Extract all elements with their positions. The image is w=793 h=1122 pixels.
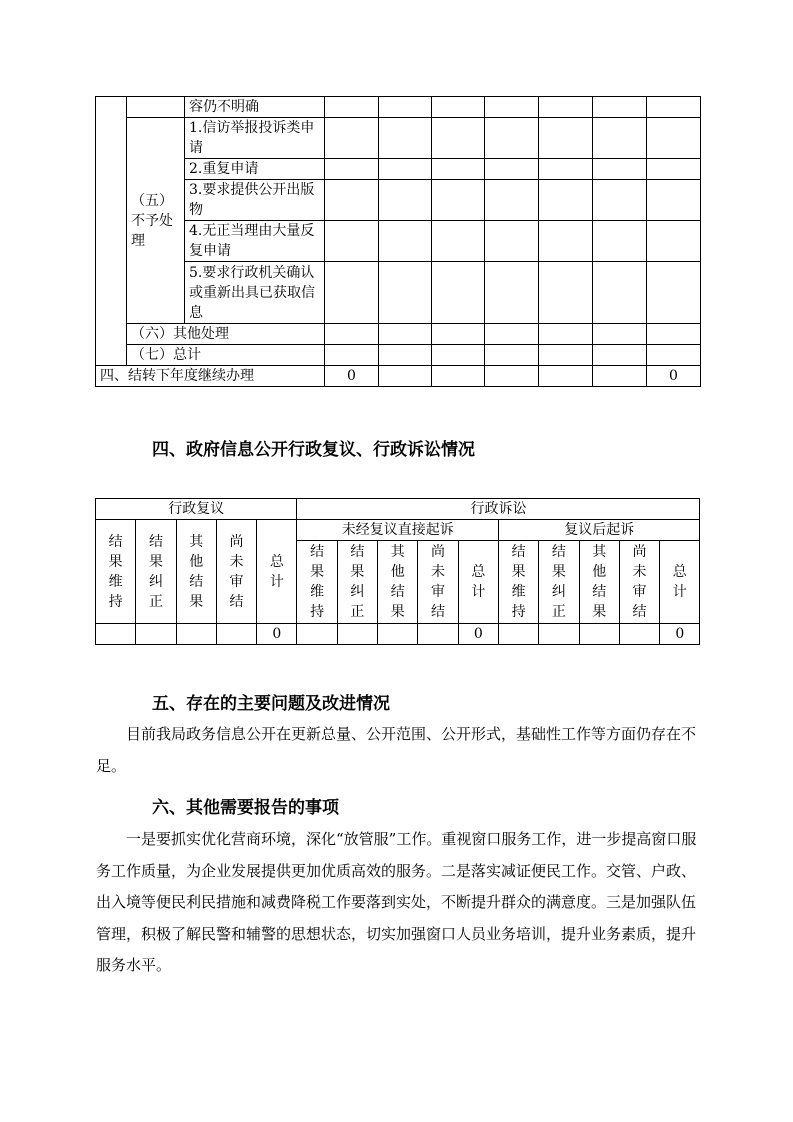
col-header: 尚未审结	[418, 541, 458, 624]
col-header: 总计	[257, 520, 297, 624]
col-header: 其他结果	[579, 541, 619, 624]
section-6-title: 六、其他需要报告的事项	[152, 798, 339, 818]
item-label: 1.信访举报投诉类申请	[185, 118, 325, 159]
col-header: 结果纠正	[136, 520, 176, 624]
section-5-text: 目前我局政务信息公开在更新总量、公开范围、公开形式，基础性工作等方面仍存在不足。	[96, 725, 697, 775]
item-label: 3.要求提供公开出版物	[185, 180, 325, 221]
value-cell: 0	[257, 624, 297, 645]
item-label: 4.无正当理由大量反复申请	[185, 221, 325, 262]
carry-over-label: 四、结转下年度继续办理	[96, 366, 325, 387]
item-label: 容仍不明确	[185, 97, 325, 118]
col-header: 其他结果	[378, 541, 418, 624]
value-cell	[136, 624, 176, 645]
value-cell	[216, 624, 256, 645]
value-cell	[337, 624, 377, 645]
value-cell	[498, 624, 538, 645]
group-label-no-processing: （五）不予处理	[127, 118, 185, 324]
value-cell	[579, 624, 619, 645]
col-header: 总计	[660, 541, 700, 624]
value-cell	[297, 624, 337, 645]
item-label: 2.重复申请	[185, 159, 325, 180]
value-cell	[539, 624, 579, 645]
admin-review-header: 行政复议	[96, 499, 297, 520]
group-cell	[127, 97, 185, 118]
value-cell	[619, 624, 659, 645]
direct-litigation-header: 未经复议直接起诉	[297, 520, 498, 541]
col-header: 结果维持	[498, 541, 538, 624]
other-processing-label: （六）其他处理	[127, 324, 325, 345]
col-header: 结果纠正	[337, 541, 377, 624]
carry-over-first-value: 0	[325, 366, 379, 387]
item-label: 5.要求行政机关确认或重新出具已获取信息	[185, 262, 325, 324]
value-cell	[378, 624, 418, 645]
section-5-title: 五、存在的主要问题及改进情况	[152, 694, 390, 714]
col-header: 总计	[458, 541, 498, 624]
value-cell	[96, 624, 136, 645]
outer-label-cell	[96, 97, 127, 366]
carry-over-total-value: 0	[647, 366, 701, 387]
value-cell: 0	[458, 624, 498, 645]
section-6-text: 一是要抓实优化营商环境，深化“放管服”工作。重视窗口服务工作，进一步提高窗口服务工作质量，为企业发展提供更加优质高效的服务。二是落实减证便民工作。交管、户政、出入境等便民利民措施和减费降税工作要落到实处，不断提升群众的满意度。三是加强队伍管理，积极了解民警和辅警的思想状态，切实加强窗口人员业务培训，提升业务素质，提升服务水平。	[96, 830, 697, 974]
value-cell	[176, 624, 216, 645]
after-review-litigation-header: 复议后起诉	[498, 520, 699, 541]
col-header: 尚未审结	[216, 520, 256, 624]
review-litigation-table	[95, 498, 700, 645]
response-table	[95, 96, 701, 387]
col-header: 结果纠正	[539, 541, 579, 624]
col-header: 尚未审结	[619, 541, 659, 624]
col-header: 其他结果	[176, 520, 216, 624]
section-4-title: 四、政府信息公开行政复议、行政诉讼情况	[152, 440, 475, 460]
value-cell: 0	[660, 624, 700, 645]
col-header: 结果维持	[96, 520, 136, 624]
col-header: 结果维持	[297, 541, 337, 624]
value-cell	[418, 624, 458, 645]
total-label: （七）总计	[127, 345, 325, 366]
admin-litigation-header: 行政诉讼	[297, 499, 700, 520]
